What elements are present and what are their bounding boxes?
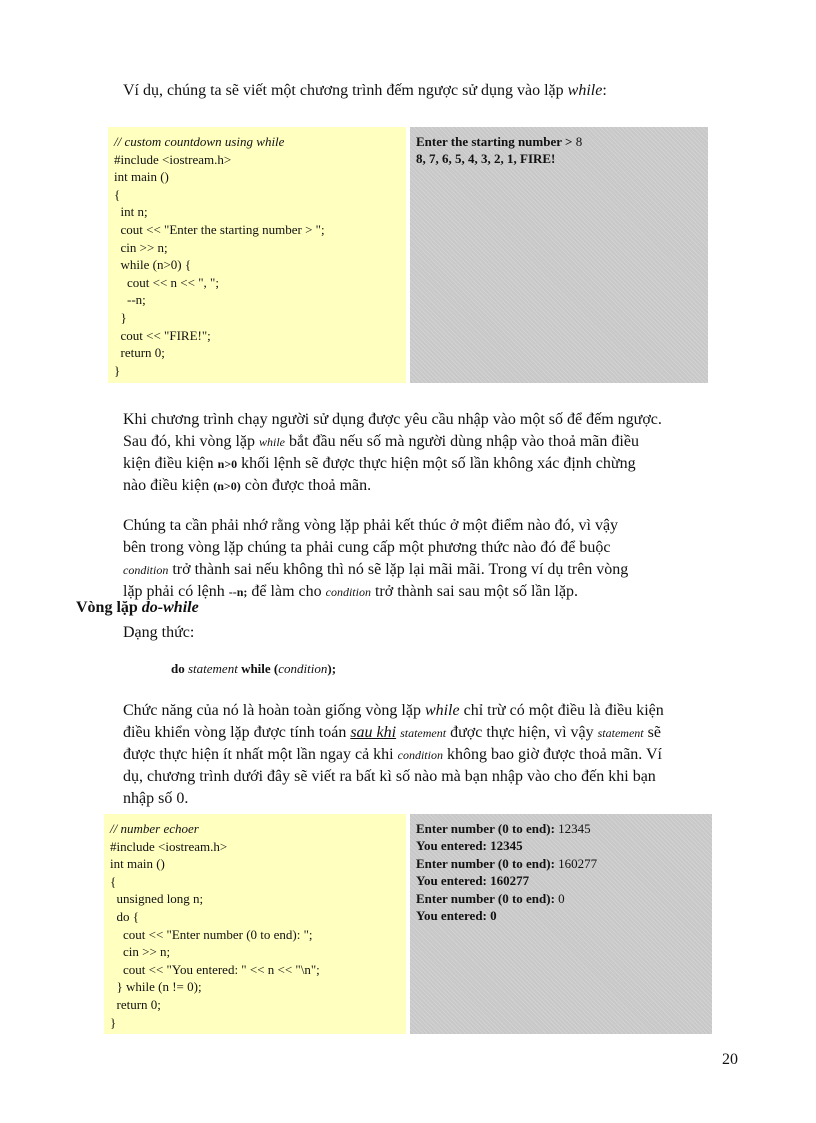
output-block-echoer [410, 814, 712, 1034]
code-line: return 0; [110, 996, 161, 1012]
code-line: cin >> n; [110, 944, 171, 960]
output-line: You entered: 12345 [416, 838, 523, 854]
section-heading: Vòng lặp do-while [76, 599, 199, 616]
page-number: 20 [722, 1051, 738, 1068]
code-line: while (n>0) { [114, 257, 192, 273]
syntax-line: do statement while (condition); [171, 661, 337, 676]
code-line: } [114, 362, 121, 378]
code-line: cout << n << ", "; [114, 274, 219, 290]
explanation-paragraph-2: Chúng ta cần phải nhớ rằng vòng lặp phải kết thúc ở một điểm nào đó, vì vậy bên trong vòng lặp chúng ta phải cung cấp một phương thức nào đó để buộc condition trở thành sai nếu không thì nó sẽ lặp lại mãi mãi. Trong ví dụ trên vòng lặp phải có lệnh --n; để làm cho condition trở thành sai sau một số lần lặp. [123, 517, 629, 600]
code-comment: // number echoer [110, 821, 199, 836]
output-line: You entered: 0 [416, 908, 497, 924]
code-line: { [110, 873, 117, 889]
explanation-paragraph-3: Chức năng của nó là hoàn toàn giống vòng lặp while chỉ trừ có một điều là điều kiện điều khiển vòng lặp được tính toán sau khi statement được thực hiện, vì vậy statement sẽ được thực hiện ít nhất một lần ngay cả khi condition không bao giờ được thoả mãn. Ví dụ, chương trình dưới đây sẽ viết ra bất kì số nào mà bạn nhập vào cho đến khi bạn nhập số 0. [123, 702, 664, 807]
intro-paragraph: Ví dụ, chúng ta sẽ viết một chương trình đếm ngược sử dụng vào lặp while: [123, 82, 607, 99]
code-line: do { [110, 908, 139, 924]
code-line: #include <iostream.h> [114, 151, 232, 167]
code-line: cout << "You entered: " << n << "\n"; [110, 961, 320, 977]
code-block-echoer [104, 814, 406, 1034]
code-line: return 0; [114, 345, 165, 361]
intro-text: Ví dụ, chúng ta sẽ viết một chương trình đếm ngược sử dụng vào lặp [123, 82, 568, 99]
code-line: } [114, 309, 127, 325]
code-line: cin >> n; [114, 239, 168, 255]
code-line: cout << "Enter the starting number > "; [114, 221, 325, 237]
output-line: Enter number (0 to end): 160277 [416, 855, 598, 871]
code-line: } [110, 1014, 117, 1030]
code-line: #include <iostream.h> [110, 838, 228, 854]
code-line: } while (n != 0); [110, 979, 202, 995]
form-label: Dạng thức: [123, 624, 195, 641]
code-line: int n; [114, 204, 148, 220]
code-block-countdown [108, 127, 406, 383]
output-line: You entered: 160277 [416, 873, 530, 889]
explanation-paragraph-1: Khi chương trình chạy người sử dụng được yêu cầu nhập vào một số để đếm ngược. Sau đó, khi vòng lặp while bắt đầu nếu số mà người dùng nhập vào thoả mãn điều kiện điều kiện n>0 khối lệnh sẽ được thực hiện một số lần không xác định chừng nào điều kiện (n>0) còn được thoả mãn. [123, 411, 662, 494]
code-line: { [114, 186, 121, 202]
code-comment: // custom countdown using while [114, 134, 285, 149]
code-line: cout << "Enter number (0 to end): "; [110, 926, 313, 942]
code-line: int main () [114, 169, 169, 185]
code-line: cout << "FIRE!"; [114, 327, 211, 343]
code-line: unsigned long n; [110, 891, 204, 907]
output-line: Enter number (0 to end): 12345 [416, 821, 591, 836]
output-line: Enter number (0 to end): 0 [416, 890, 565, 906]
code-line: int main () [110, 856, 165, 872]
output-line: Enter the starting number > 8 [416, 134, 583, 149]
intro-keyword: while [567, 82, 603, 99]
output-line: 8, 7, 6, 5, 4, 3, 2, 1, FIRE! [416, 151, 556, 167]
code-line: --n; [114, 292, 146, 308]
output-block-countdown [410, 127, 708, 383]
